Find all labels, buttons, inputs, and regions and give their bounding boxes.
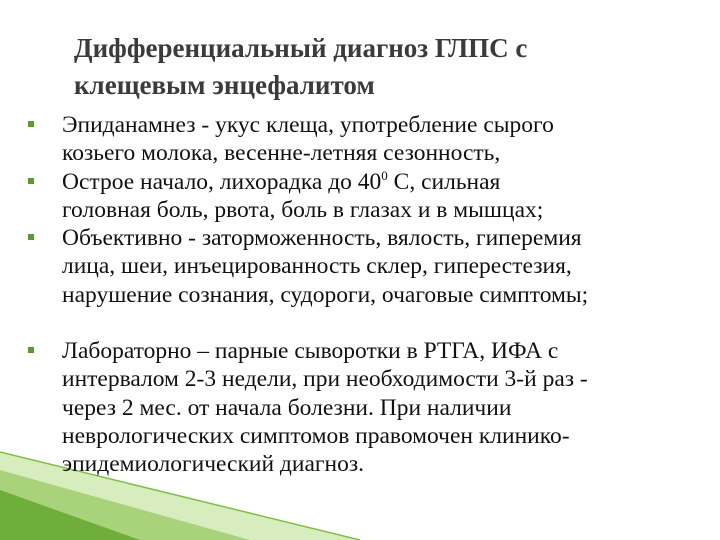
title-line: клещевым энцефалитом bbox=[74, 70, 375, 100]
item-line: эпидемиологический диагноз. bbox=[62, 451, 365, 478]
square-bullet-icon bbox=[28, 121, 34, 127]
item-line: Лабораторно – парные сыворотки в РТГА, ИФА с bbox=[62, 338, 559, 365]
item-line: неврологических симптомов правомочен клинико- bbox=[62, 422, 570, 449]
item-line: нарушение сознания, судороги, очаговые симптомы; bbox=[62, 281, 589, 308]
item-line: Объективно - заторможенность, вялость, гиперемия bbox=[62, 225, 582, 252]
square-bullet-icon bbox=[28, 347, 34, 353]
list-item-objective bbox=[28, 224, 698, 309]
list-item-epidemiology bbox=[28, 111, 698, 168]
item-text: С, сильная bbox=[387, 168, 501, 195]
title-line: Дифференциальный диагноз ГЛПС с bbox=[74, 33, 528, 63]
item-line: козьего молока, весенне-летняя сезонность, bbox=[62, 140, 501, 167]
list-item-laboratory bbox=[28, 337, 698, 478]
square-bullet-icon bbox=[28, 178, 34, 184]
item-line bbox=[62, 168, 698, 196]
item-line: Эпиданамнез - укус клеща, употребление сырого bbox=[62, 112, 554, 138]
degree-superscript: 0 bbox=[381, 167, 388, 183]
list-item-onset bbox=[28, 168, 698, 225]
item-text: Острое начало, лихорадка до 40 bbox=[62, 168, 382, 195]
item-line: через 2 мес. от начала болезни. При наличии bbox=[62, 394, 512, 421]
item-line: интервалом 2-3 недели, при необходимости 3-й раз - bbox=[62, 366, 588, 393]
item-line: лица, шеи, инъецированность склер, гиперестезия, bbox=[62, 253, 572, 280]
slide-title bbox=[74, 30, 674, 104]
item-line: головная боль, рвота, боль в глазах и в мышцах; bbox=[62, 196, 544, 223]
bullet-list bbox=[28, 111, 698, 479]
square-bullet-icon bbox=[28, 234, 34, 240]
